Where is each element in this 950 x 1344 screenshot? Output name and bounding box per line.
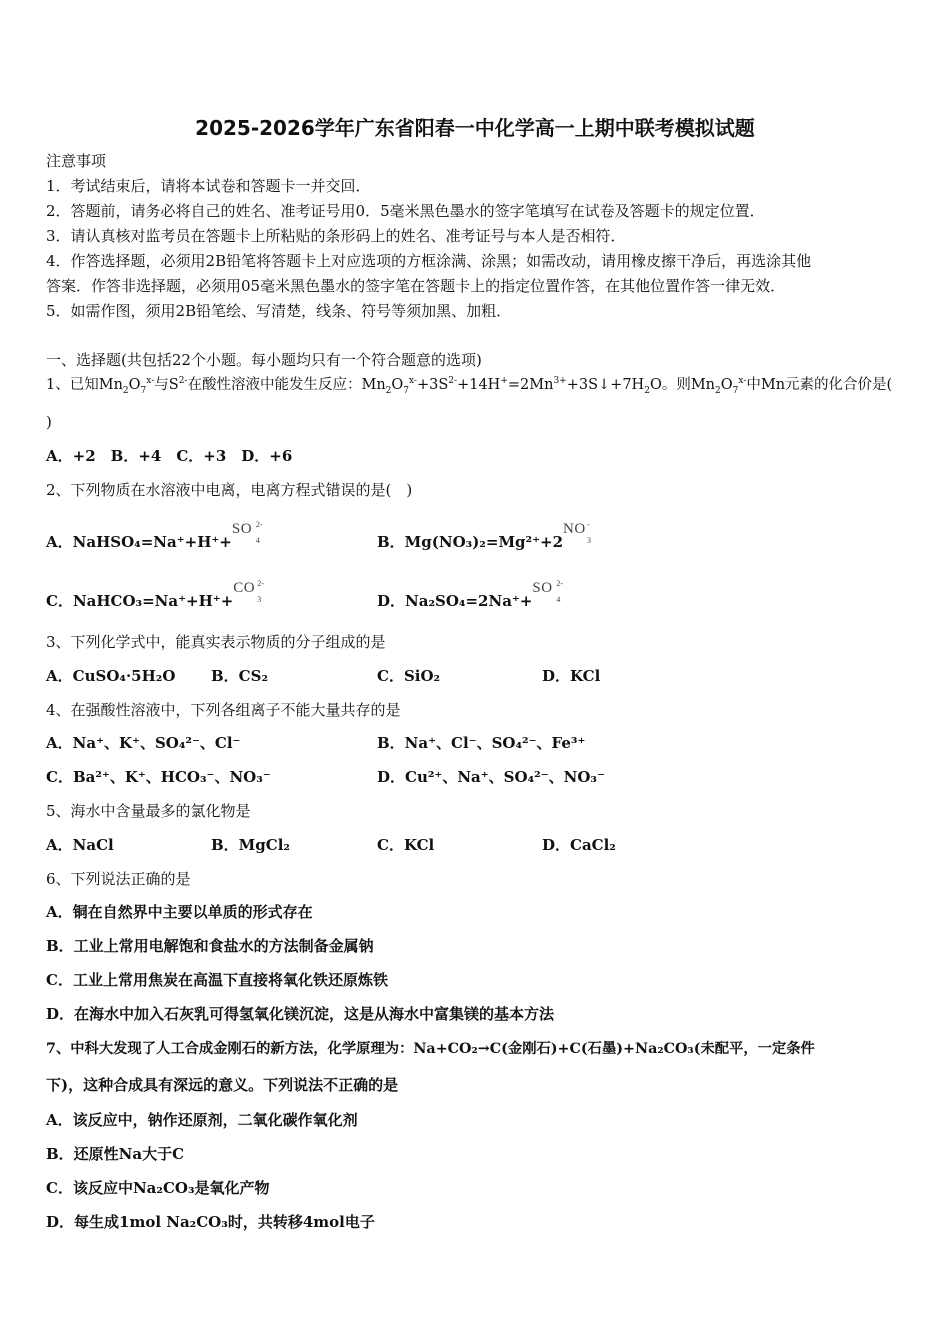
q2-option-d: D．Na₂SO₄=2Na⁺+ SO 2- 4 [377,586,568,612]
q2-option-a: A．NaHSO₄=Na⁺+H⁺+ SO 2- 4 [46,527,268,553]
carbonate-ion: CO 2- 3 [233,579,264,604]
q7-stem: 7、中科大发现了人工合成金刚石的新方法，化学原理为：Na+CO₂→C(金刚石)+C(石墨)+Na₂CO₃(未配平，一定条件 [46,1041,815,1057]
q4-option-a: A．Na⁺、K⁺、SO₄²⁻、Cl⁻ [46,734,241,752]
notice-item-4-cont: 答案．作答非选择题，必须用05毫米黑色墨水的签字笔在答题卡上的指定位置作答，在其他位置作答一律无效． [46,277,786,295]
q3-option-b: B．CS₂ [211,667,269,685]
q7-option-b: B．还原性Na大于C [46,1145,185,1163]
q4-option-b: B．Na⁺、Cl⁻、SO₄²⁻、Fe³⁺ [377,734,586,752]
notice-item-1: 1．考试结束后，请将本试卷和答题卡一并交回． [46,177,371,195]
notice-item-3: 3．请认真核对监考员在答题卡上所粘贴的条形码上的姓名、准考证号与本人是否相符． [46,227,626,245]
notice-item-4: 4．作答选择题，必须用2B铅笔将答题卡上对应选项的方框涂满、涂黑；如需改动，请用橡皮擦干净后，再选涂其他 [46,252,812,270]
q2-option-c: C．NaHCO₃=Na⁺+H⁺+ CO 2- 3 [46,586,269,612]
section-heading: 一、选择题(共包括22个小题。每小题均只有一个符合题意的选项) [46,351,482,369]
q3-stem: 3、下列化学式中，能真实表示物质的分子组成的是 [46,633,386,651]
q1-stem: 1、已知$Mn_2O_7^{x-}$与$S^{2-}$在酸性溶液中能发生反应：$Mn_2O_7^{x-}+3S^{2-}+14H^+=2Mn^{3+}+3S↓+7H_2O$。则$Mn_2O_7^{x-}$中Mn元素的化合价是( [46,376,893,396]
q5-stem: 5、海水中含量最多的氯化物是 [46,802,251,820]
notice-heading: 注意事项 [46,152,107,170]
q7-option-d: D．每生成1mol Na₂CO₃时，共转移4mol电子 [46,1213,375,1231]
q2-stem: 2、下列物质在水溶液中电离，电离方程式错误的是( ) [46,481,413,499]
q6-stem: 6、下列说法正确的是 [46,870,191,888]
q4-option-c: C．Ba²⁺、K⁺、HCO₃⁻、NO₃⁻ [46,768,271,786]
q1-options: A．+2 B．+4 C．+3 D．+6 [46,447,293,465]
sulfate-ion: SO 2- 4 [231,520,263,545]
q5-option-b: B．MgCl₂ [211,836,290,854]
q6-option-d: D．在海水中加入石灰乳可得氢氧化镁沉淀，这是从海水中富集镁的基本方法 [46,1005,555,1023]
q1-stem-close: ) [46,413,52,431]
nitrate-ion: NO - 3 [563,520,592,545]
page-title: 2025-2026学年广东省阳春一中化学高一上期中联考模拟试题 [195,116,755,140]
q3-option-c: C．SiO₂ [377,667,441,685]
q6-option-c: C．工业上常用焦炭在高温下直接将氧化铁还原炼铁 [46,971,388,989]
q7-option-c: C．该反应中Na₂CO₃是氧化产物 [46,1179,270,1197]
q3-option-d: D．KCl [542,667,601,685]
q5-option-d: D．CaCl₂ [542,836,616,854]
q4-option-d: D．Cu²⁺、Na⁺、SO₄²⁻、NO₃⁻ [377,768,605,786]
sulfate-ion: SO 2- 4 [532,579,564,604]
notice-item-5: 5．如需作图，须用2B铅笔绘、写清楚，线条、符号等须加黑、加粗． [46,302,512,320]
q2-option-b: B．Mg(NO₃)₂=Mg²⁺+2 NO - 3 [377,527,599,553]
q4-stem: 4、在强酸性溶液中，下列各组离子不能大量共存的是 [46,701,401,719]
q6-option-b: B．工业上常用电解饱和食盐水的方法制备金属钠 [46,937,374,955]
q6-option-a: A．铜在自然界中主要以单质的形式存在 [46,903,313,921]
q5-option-a: A．NaCl [46,836,114,854]
notice-item-2: 2．答题前，请务必将自己的姓名、准考证号用0．5毫米黑色墨水的签字笔填写在试卷及答题卡的规定位置． [46,202,765,220]
q7-stem-cont: 下)，这种合成具有深远的意义。下列说法不正确的是 [46,1076,399,1094]
q5-option-c: C．KCl [377,836,435,854]
q3-option-a: A．CuSO₄·5H₂O [46,667,176,685]
q7-option-a: A．该反应中，钠作还原剂，二氧化碳作氧化剂 [46,1111,358,1129]
